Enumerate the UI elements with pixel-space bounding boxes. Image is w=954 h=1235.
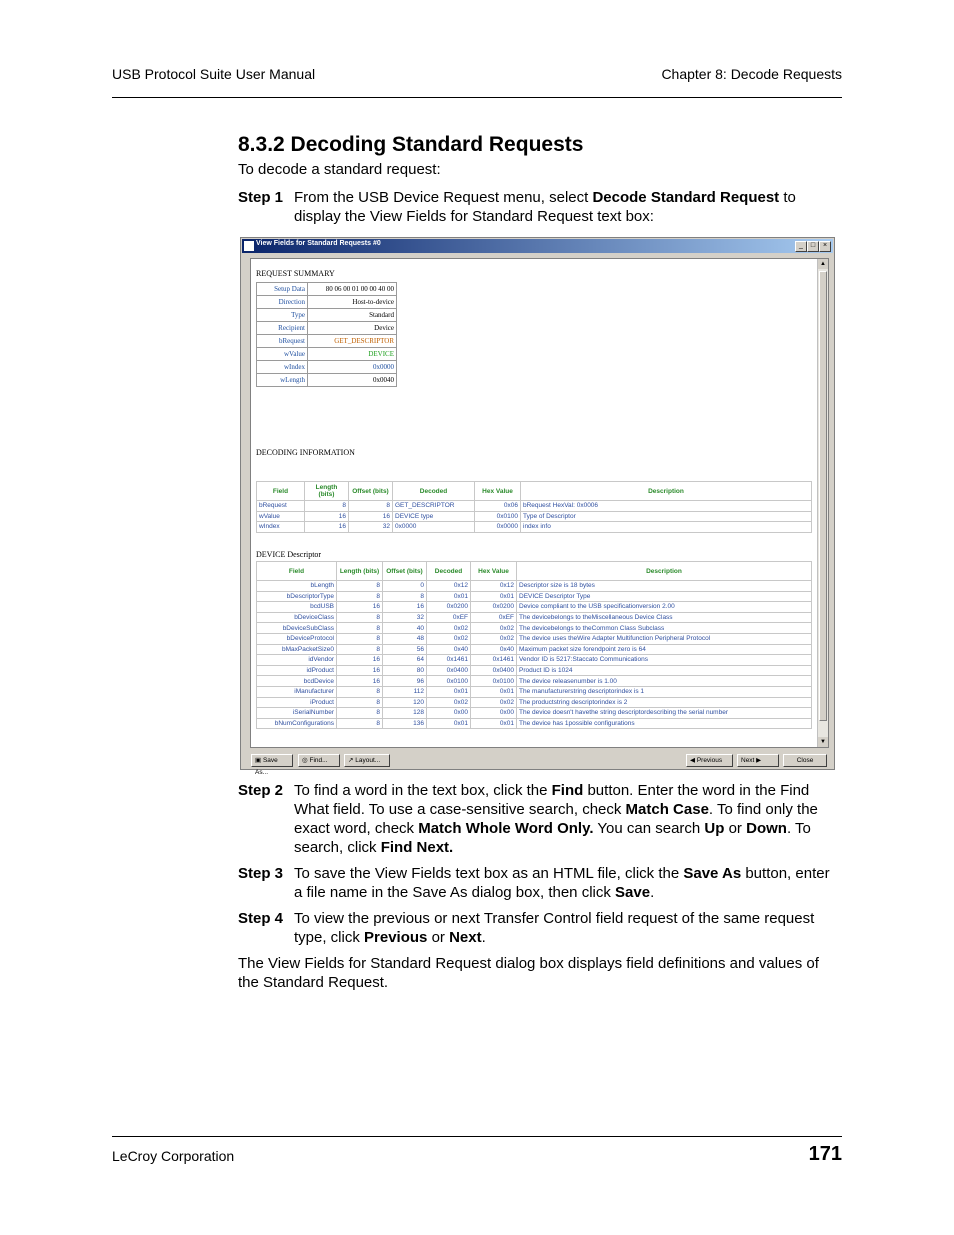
table-cell: 8: [337, 581, 383, 592]
table-cell: The productstring descriptorindex is 2: [517, 697, 812, 708]
summary-value: Device: [308, 322, 397, 335]
table-cell: index info: [521, 522, 812, 533]
table-cell: bcdDevice: [257, 676, 337, 687]
close-window-button[interactable]: ×: [819, 241, 831, 252]
summary-value: 0x0040: [308, 374, 397, 387]
save-as-button[interactable]: ▣ Save As...: [251, 754, 293, 767]
step-1: [238, 188, 842, 226]
step-text: button. Enter the word in the Find What field. To use a case-sensitive search, check: [294, 782, 810, 818]
fields-view: [250, 258, 829, 748]
table-row: [257, 623, 812, 634]
table-cell: iSerialNumber: [257, 708, 337, 719]
table-cell: 8: [337, 644, 383, 655]
window-title: View Fields for Standard Requests #0: [256, 240, 381, 247]
table-cell: bNumConfigurations: [257, 718, 337, 729]
footer-company: LeCroy Corporation: [112, 1148, 235, 1164]
device-descriptor-table: [256, 561, 812, 729]
table-cell: 8: [337, 686, 383, 697]
decoding-table: [256, 481, 812, 533]
column-header: Description: [517, 562, 812, 581]
table-cell: GET_DESCRIPTOR: [393, 501, 475, 512]
column-header: Hex Value: [471, 562, 517, 581]
emphasis-text: Decode Standard Request: [592, 189, 780, 206]
table-cell: Descriptor size is 18 bytes: [517, 581, 812, 592]
step-text: or: [724, 820, 747, 837]
step-text: .: [481, 929, 486, 946]
table-cell: 0x00: [471, 708, 517, 719]
summary-row: [257, 283, 397, 296]
summary-value: GET_DESCRIPTOR: [308, 335, 397, 348]
table-row: [257, 708, 812, 719]
table-cell: 0x0200: [471, 602, 517, 613]
table-cell: 8: [349, 501, 393, 512]
summary-row: [257, 335, 397, 348]
table-cell: 0x02: [427, 697, 471, 708]
table-cell: 0: [383, 581, 427, 592]
step-4: [238, 909, 842, 947]
step-text: . To find only the exact word, check: [294, 801, 818, 837]
table-cell: idVendor: [257, 655, 337, 666]
table-cell: 0x00: [427, 708, 471, 719]
wrench-icon: ↗: [348, 757, 356, 764]
table-cell: bLength: [257, 581, 337, 592]
column-header: Offset (bits): [383, 562, 427, 581]
step-label: Step 1: [238, 189, 284, 206]
table-cell: 0x02: [471, 633, 517, 644]
summary-value: DEVICE: [308, 348, 397, 361]
table-cell: 16: [337, 602, 383, 613]
summary-value: Host-to-device: [308, 296, 397, 309]
summary-value: 0x0000: [308, 361, 397, 374]
table-cell: idProduct: [257, 665, 337, 676]
table-cell: 112: [383, 686, 427, 697]
table-row: [257, 633, 812, 644]
table-cell: 0xEF: [471, 612, 517, 623]
table-cell: 0x0100: [475, 511, 521, 522]
step-label: Step 3: [238, 865, 284, 882]
summary-row: [257, 296, 397, 309]
column-header: Length (bits): [305, 482, 349, 501]
table-row: [257, 612, 812, 623]
table-cell: Maximum packet size forendpoint zero is 64: [517, 644, 812, 655]
arrow-right-icon: ▶: [754, 757, 762, 764]
summary-row: [257, 361, 397, 374]
arrow-left-icon: ◀: [690, 757, 697, 764]
table-row: [257, 644, 812, 655]
table-cell: 0x01: [427, 686, 471, 697]
table-cell: bDeviceClass: [257, 612, 337, 623]
step-label: Step 4: [238, 910, 284, 927]
summary-row: [257, 374, 397, 387]
table-cell: 0x1461: [471, 655, 517, 666]
table-cell: 0x12: [427, 581, 471, 592]
emphasis-text: Find Next.: [380, 839, 454, 856]
column-header: Hex Value: [475, 482, 521, 501]
table-row: [257, 655, 812, 666]
column-header: Decoded: [427, 562, 471, 581]
scroll-down-icon[interactable]: ▼: [818, 737, 828, 747]
table-cell: wIndex: [257, 522, 305, 533]
table-cell: 128: [383, 708, 427, 719]
table-cell: 0x0400: [471, 665, 517, 676]
table-cell: 16: [337, 665, 383, 676]
table-row: [257, 686, 812, 697]
table-cell: 16: [305, 522, 349, 533]
table-row: [257, 501, 812, 512]
table-cell: The device releasenumber is 1.00: [517, 676, 812, 687]
table-cell: 96: [383, 676, 427, 687]
scroll-up-icon[interactable]: ▲: [818, 259, 828, 269]
step-text: To find a word in the text box, click the: [294, 782, 552, 799]
table-cell: 16: [383, 602, 427, 613]
table-cell: iProduct: [257, 697, 337, 708]
table-cell: 0x06: [475, 501, 521, 512]
emphasis-text: Next: [449, 929, 482, 946]
step-text: or: [427, 929, 450, 946]
column-header: Description: [521, 482, 812, 501]
table-cell: 8: [337, 612, 383, 623]
column-header: Length (bits): [337, 562, 383, 581]
table-cell: 8: [337, 718, 383, 729]
table-cell: DEVICE Descriptor Type: [517, 591, 812, 602]
table-cell: 32: [383, 612, 427, 623]
table-cell: bDeviceProtocol: [257, 633, 337, 644]
request-summary-table: [256, 282, 397, 387]
table-cell: 8: [337, 697, 383, 708]
table-cell: 0x1461: [427, 655, 471, 666]
previous-button[interactable]: ◀ Previous: [686, 754, 733, 767]
maximize-button[interactable]: □: [807, 241, 819, 252]
table-row: [257, 522, 812, 533]
table-cell: 0x40: [471, 644, 517, 655]
closing-paragraph: The View Fields for Standard Request dialog box displays field definitions and values of the Standard Request.: [238, 955, 819, 991]
table-cell: bDescriptorType: [257, 591, 337, 602]
step-text: to display the View Fields for Standard Request text box:: [294, 189, 796, 225]
table-cell: 16: [337, 676, 383, 687]
table-cell: 8: [337, 633, 383, 644]
summary-row: [257, 309, 397, 322]
summary-key: Recipient: [257, 322, 308, 335]
table-cell: 8: [305, 501, 349, 512]
summary-key: wIndex: [257, 361, 308, 374]
table-cell: 32: [349, 522, 393, 533]
summary-key: Setup Data: [257, 283, 308, 296]
table-cell: 64: [383, 655, 427, 666]
summary-value: 80 06 00 01 00 00 40 00: [308, 283, 397, 296]
table-cell: The device doesn't havethe string descriptordescribing the serial number: [517, 708, 812, 719]
table-cell: 0x01: [427, 718, 471, 729]
app-icon: [244, 241, 254, 251]
table-cell: 0x40: [427, 644, 471, 655]
table-cell: The device has 1possible configurations: [517, 718, 812, 729]
table-row: [257, 511, 812, 522]
table-cell: 8: [337, 623, 383, 634]
step-text: .: [650, 884, 655, 901]
emphasis-text: Save As: [683, 865, 742, 882]
vertical-scrollbar[interactable]: [817, 259, 828, 747]
summary-key: Direction: [257, 296, 308, 309]
step-3: [238, 864, 842, 902]
table-cell: Type of Descriptor: [521, 511, 812, 522]
table-cell: DEVICE type: [393, 511, 475, 522]
view-fields-window: [240, 237, 835, 776]
table-row: [257, 676, 812, 687]
table-cell: 16: [349, 511, 393, 522]
save-icon: ▣: [255, 757, 263, 764]
table-cell: 40: [383, 623, 427, 634]
section-title: 8.3.2 Decoding Standard Requests: [238, 133, 584, 156]
summary-row: [257, 348, 397, 361]
summary-row: [257, 322, 397, 335]
table-cell: 0x02: [471, 697, 517, 708]
next-button[interactable]: Next ▶: [737, 754, 779, 767]
table-cell: bMaxPacketSize0: [257, 644, 337, 655]
step-text: To view the previous or next Transfer Control field request of the same request type, click: [294, 910, 815, 946]
table-cell: 0x0200: [427, 602, 471, 613]
column-header: Decoded: [393, 482, 475, 501]
table-cell: 8: [383, 591, 427, 602]
table-cell: 0x12: [471, 581, 517, 592]
table-cell: 56: [383, 644, 427, 655]
step-text: From the USB Device Request menu, select: [294, 189, 593, 206]
close-button[interactable]: Close: [783, 754, 827, 767]
table-cell: iManufacturer: [257, 686, 337, 697]
table-cell: 8: [337, 591, 383, 602]
emphasis-text: Down: [746, 820, 787, 837]
table-cell: Product ID is 1024: [517, 665, 812, 676]
table-row: [257, 581, 812, 592]
table-cell: 0x0000: [475, 522, 521, 533]
scroll-thumb[interactable]: [819, 271, 827, 721]
column-header: Field: [257, 562, 337, 581]
column-header: Field: [257, 482, 305, 501]
request-summary-label: REQUEST SUMMARY: [256, 269, 335, 278]
table-cell: 80: [383, 665, 427, 676]
emphasis-text: Up: [704, 820, 725, 837]
emphasis-text: Save: [615, 884, 651, 901]
emphasis-text: Match Whole Word Only.: [418, 820, 594, 837]
table-cell: 0x02: [427, 633, 471, 644]
table-cell: Device compliant to the USB specificationversion 2.00: [517, 602, 812, 613]
intro-text: To decode a standard request:: [238, 161, 441, 178]
table-cell: 0x0100: [427, 676, 471, 687]
table-row: [257, 591, 812, 602]
table-cell: wValue: [257, 511, 305, 522]
table-cell: 48: [383, 633, 427, 644]
step-label: Step 2: [238, 782, 284, 799]
table-row: [257, 718, 812, 729]
page-number: 171: [808, 1143, 842, 1165]
find-button[interactable]: ◎ Find...: [298, 754, 340, 767]
table-cell: The manufacturerstring descriptorindex is 1: [517, 686, 812, 697]
table-cell: bRequest: [257, 501, 305, 512]
table-row: [257, 602, 812, 613]
window-titlebar: [242, 239, 833, 253]
step-text: You can search: [593, 820, 705, 837]
table-cell: 16: [337, 655, 383, 666]
table-cell: 0x0400: [427, 665, 471, 676]
page-header-right: Chapter 8: Decode Requests: [661, 66, 842, 82]
table-cell: The device uses theWire Adapter Multifunction Peripheral Protocol: [517, 633, 812, 644]
layout-button[interactable]: ↗ Layout...: [344, 754, 390, 767]
step-body: [294, 864, 842, 902]
table-cell: 0x0100: [471, 676, 517, 687]
table-cell: 8: [337, 708, 383, 719]
table-cell: bcdUSB: [257, 602, 337, 613]
step-text: To save the View Fields text box as an HTML file, click the: [294, 865, 684, 882]
footer-rule: [112, 1136, 842, 1137]
step-2: [238, 781, 842, 857]
summary-value: Standard: [308, 309, 397, 322]
table-cell: 0x01: [471, 686, 517, 697]
summary-key: wValue: [257, 348, 308, 361]
table-cell: The devicebelongs to theMiscellaneous Device Class: [517, 612, 812, 623]
header-rule: [112, 97, 842, 98]
column-header: Offset (bits): [349, 482, 393, 501]
table-row: [257, 665, 812, 676]
step-text: button, enter a file name in the Save As dialog box, then click: [294, 865, 830, 901]
table-cell: 0x01: [427, 591, 471, 602]
step-body: [294, 781, 842, 857]
table-cell: 0x01: [471, 718, 517, 729]
table-cell: bRequest HexVal: 0x0006: [521, 501, 812, 512]
page-header-left: USB Protocol Suite User Manual: [112, 66, 316, 82]
step-body: [294, 909, 842, 947]
summary-key: Type: [257, 309, 308, 322]
table-row: [257, 697, 812, 708]
table-cell: 0x02: [427, 623, 471, 634]
table-cell: 16: [305, 511, 349, 522]
emphasis-text: Find: [551, 782, 584, 799]
minimize-button[interactable]: _: [795, 241, 807, 252]
table-cell: The devicebelongs to theCommon Class Subclass: [517, 623, 812, 634]
device-descriptor-label: DEVICE Descriptor: [256, 550, 322, 559]
emphasis-text: Previous: [364, 929, 428, 946]
step-body: [294, 188, 842, 226]
table-cell: 0x0000: [393, 522, 475, 533]
table-cell: 120: [383, 697, 427, 708]
table-cell: 0x02: [471, 623, 517, 634]
table-cell: 0x01: [471, 591, 517, 602]
summary-key: wLength: [257, 374, 308, 387]
summary-key: bRequest: [257, 335, 308, 348]
table-cell: bDeviceSubClass: [257, 623, 337, 634]
table-cell: 0xEF: [427, 612, 471, 623]
decoding-info-label: DECODING INFORMATION: [256, 448, 355, 457]
table-cell: Vendor ID is 5217:Staccato Communications: [517, 655, 812, 666]
emphasis-text: Match Case: [625, 801, 709, 818]
table-cell: 136: [383, 718, 427, 729]
step-text: . To search, click: [294, 820, 811, 856]
binoculars-icon: ◎: [302, 757, 310, 764]
